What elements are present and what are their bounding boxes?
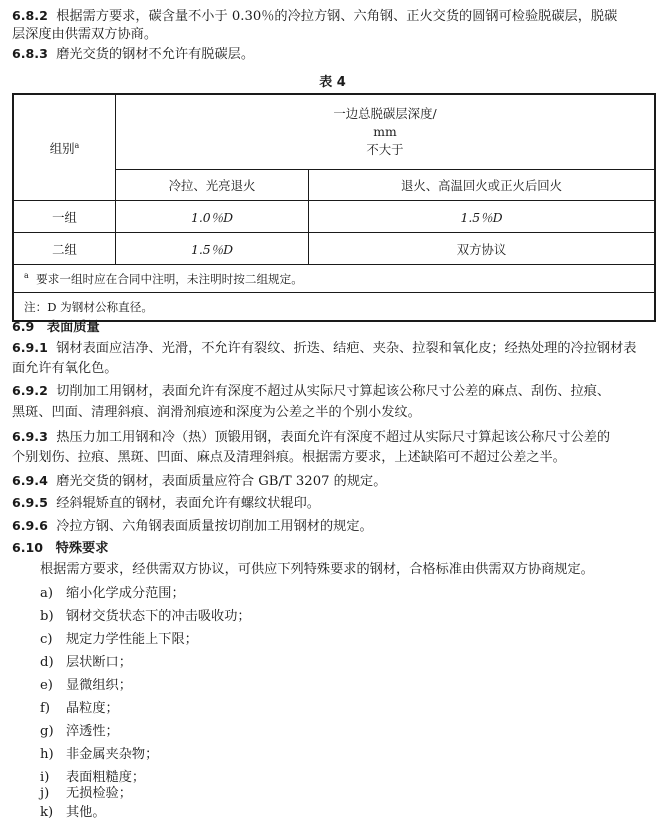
- clause-text: 层深度由供需双方协商。: [12, 27, 158, 42]
- list-label: b): [40, 609, 54, 624]
- section-number: 6.9: [12, 319, 35, 334]
- clause-text: 经斜辊矫直的钢材，表面允许有螺纹状辊印。: [56, 496, 320, 511]
- list-item: [40, 722, 119, 741]
- list-text: 淬透性；: [66, 724, 119, 739]
- list-text: 晶粒度；: [66, 701, 119, 716]
- list-text: 规定力学性能上下限；: [66, 632, 198, 647]
- list-label: a): [40, 586, 54, 601]
- clause-6-8-2-cont: [12, 25, 655, 44]
- clause-6-9-6: [12, 516, 655, 536]
- clause-text: 钢材表面应洁净、光滑，不允许有裂纹、折迭、结疤、夹杂、拉裂和氧化皮；经热处理的冷拉钢材表: [56, 341, 637, 356]
- clause-6-9-2-cont: [12, 403, 655, 422]
- list-item: [40, 803, 106, 822]
- clause-text: 黑斑、凹面、清理斜痕、润滑剂痕迹和深度为公差之半的个别小发纹。: [12, 405, 421, 420]
- clause-number: 6.9.3: [12, 429, 48, 444]
- group-header-cell: [13, 94, 116, 201]
- list-label: j): [40, 786, 50, 801]
- clause-text: 个别划伤、拉痕、黑斑、凹面、麻点及清理斜痕。根据需方要求，上述缺陷可不超过公差之半。: [12, 450, 566, 465]
- footnote-text: 要求一组时应在合同中注明，未注明时按二组规定。: [36, 271, 303, 286]
- clause-number: 6.9.4: [12, 473, 48, 488]
- group-cell: 二组: [13, 233, 116, 265]
- list-text: 层状断口；: [66, 655, 132, 670]
- clause-text: 磨光交货的钢材，表面质量应符合 GB/T 3207 的规定。: [56, 474, 387, 489]
- value-cell: 1.0％D: [116, 201, 309, 233]
- list-text: 无损检验；: [66, 786, 132, 801]
- section-6-10-intro: 根据需方要求，经供需双方协议，可供应下列特殊要求的钢材，合格标准由供需双方协商规定。: [40, 562, 594, 577]
- clause-number: 6.9.5: [12, 495, 48, 510]
- table-title: 表 4: [319, 75, 346, 90]
- section-title: 特殊要求: [55, 541, 109, 556]
- list-label: g): [40, 724, 54, 739]
- depth-header-line: 一边总脱碳层深度/: [333, 106, 437, 121]
- list-text: 表面粗糙度；: [66, 770, 146, 785]
- list-item: [40, 653, 132, 672]
- clause-6-8-3: [12, 44, 655, 64]
- list-label: d): [40, 655, 54, 670]
- section-6-9-heading: [12, 317, 655, 337]
- clause-number: 6.9.1: [12, 340, 48, 355]
- section-number: 6.10: [12, 540, 44, 555]
- depth-header-unit: mm: [373, 124, 397, 139]
- clause-number: 6.8.2: [12, 8, 48, 23]
- footnote-marker: a: [24, 270, 29, 280]
- list-text: 显微组织；: [66, 678, 132, 693]
- table-row: [13, 233, 655, 265]
- table-row: [13, 201, 655, 233]
- list-item: [40, 630, 198, 649]
- list-item: [40, 699, 119, 718]
- list-label: e): [40, 678, 53, 693]
- section-6-10-heading: [12, 538, 655, 558]
- clause-6-9-5: [12, 493, 655, 513]
- clause-6-9-3: [12, 427, 655, 447]
- clause-6-8-2: [12, 6, 655, 26]
- clause-number: 6.8.3: [12, 46, 48, 61]
- value-cell: 双方协议: [309, 233, 656, 265]
- list-label: k): [40, 805, 54, 820]
- clause-6-9-1: [12, 338, 655, 358]
- section-title: 表面质量: [46, 320, 100, 335]
- group-cell: 一组: [13, 201, 116, 233]
- depth-header-limit: 不大于: [366, 142, 404, 157]
- col1-header: 冷拉、光亮退火: [116, 170, 309, 201]
- list-item: [40, 607, 251, 626]
- list-item: [40, 584, 185, 603]
- value-cell: 1.5％D: [116, 233, 309, 265]
- clause-6-9-4: [12, 471, 655, 491]
- list-label: i): [40, 770, 50, 785]
- list-text: 非金属夹杂物；: [66, 747, 159, 762]
- list-item: [40, 676, 132, 695]
- clause-text: 冷拉方钢、六角钢表面质量按切削加工用钢材的规定。: [56, 519, 373, 534]
- value-cell: 1.5％D: [309, 201, 656, 233]
- group-header: 组别: [49, 140, 75, 156]
- list-text: 缩小化学成分范围；: [66, 586, 185, 601]
- list-label: h): [40, 747, 54, 762]
- clause-number: 6.9.2: [12, 383, 48, 398]
- clause-6-9-2: [12, 381, 655, 401]
- clause-text: 面允许有氧化色。: [12, 361, 118, 376]
- list-label: f): [40, 701, 51, 716]
- clause-6-9-1-cont: [12, 359, 655, 378]
- list-text: 钢材交货状态下的冲击吸收功；: [66, 609, 251, 624]
- depth-header-cell: [116, 94, 656, 170]
- clause-text: 根据需方要求，碳含量不小于 0.30％的冷拉方钢、六角钢、正火交货的圆钢可检验脱碳层，脱碳: [56, 9, 618, 24]
- col2-header: 退火、高温回火或正火后回火: [309, 170, 656, 201]
- clause-text: 磨光交货的钢材不允许有脱碳层。: [56, 47, 255, 62]
- table-note: 注：D 为钢材公称直径。: [13, 293, 655, 322]
- list-item: [40, 784, 132, 803]
- list-text: 其他。: [66, 805, 106, 820]
- footnote-marker: a: [74, 140, 80, 150]
- clause-text: 热压力加工用钢和冷（热）顶锻用钢，表面允许有深度不超过从实际尺寸算起该公称尺寸公差的: [56, 430, 611, 445]
- table-footnote: [13, 265, 655, 293]
- list-item: [40, 745, 158, 764]
- clause-number: 6.9.6: [12, 518, 48, 533]
- clause-6-9-3-cont: [12, 448, 655, 467]
- decarburization-table: [12, 93, 656, 322]
- clause-text: 切削加工用钢材，表面允许有深度不超过从实际尺寸算起该公称尺寸公差的麻点、刮伤、拉痕、: [56, 384, 611, 399]
- list-label: c): [40, 632, 53, 647]
